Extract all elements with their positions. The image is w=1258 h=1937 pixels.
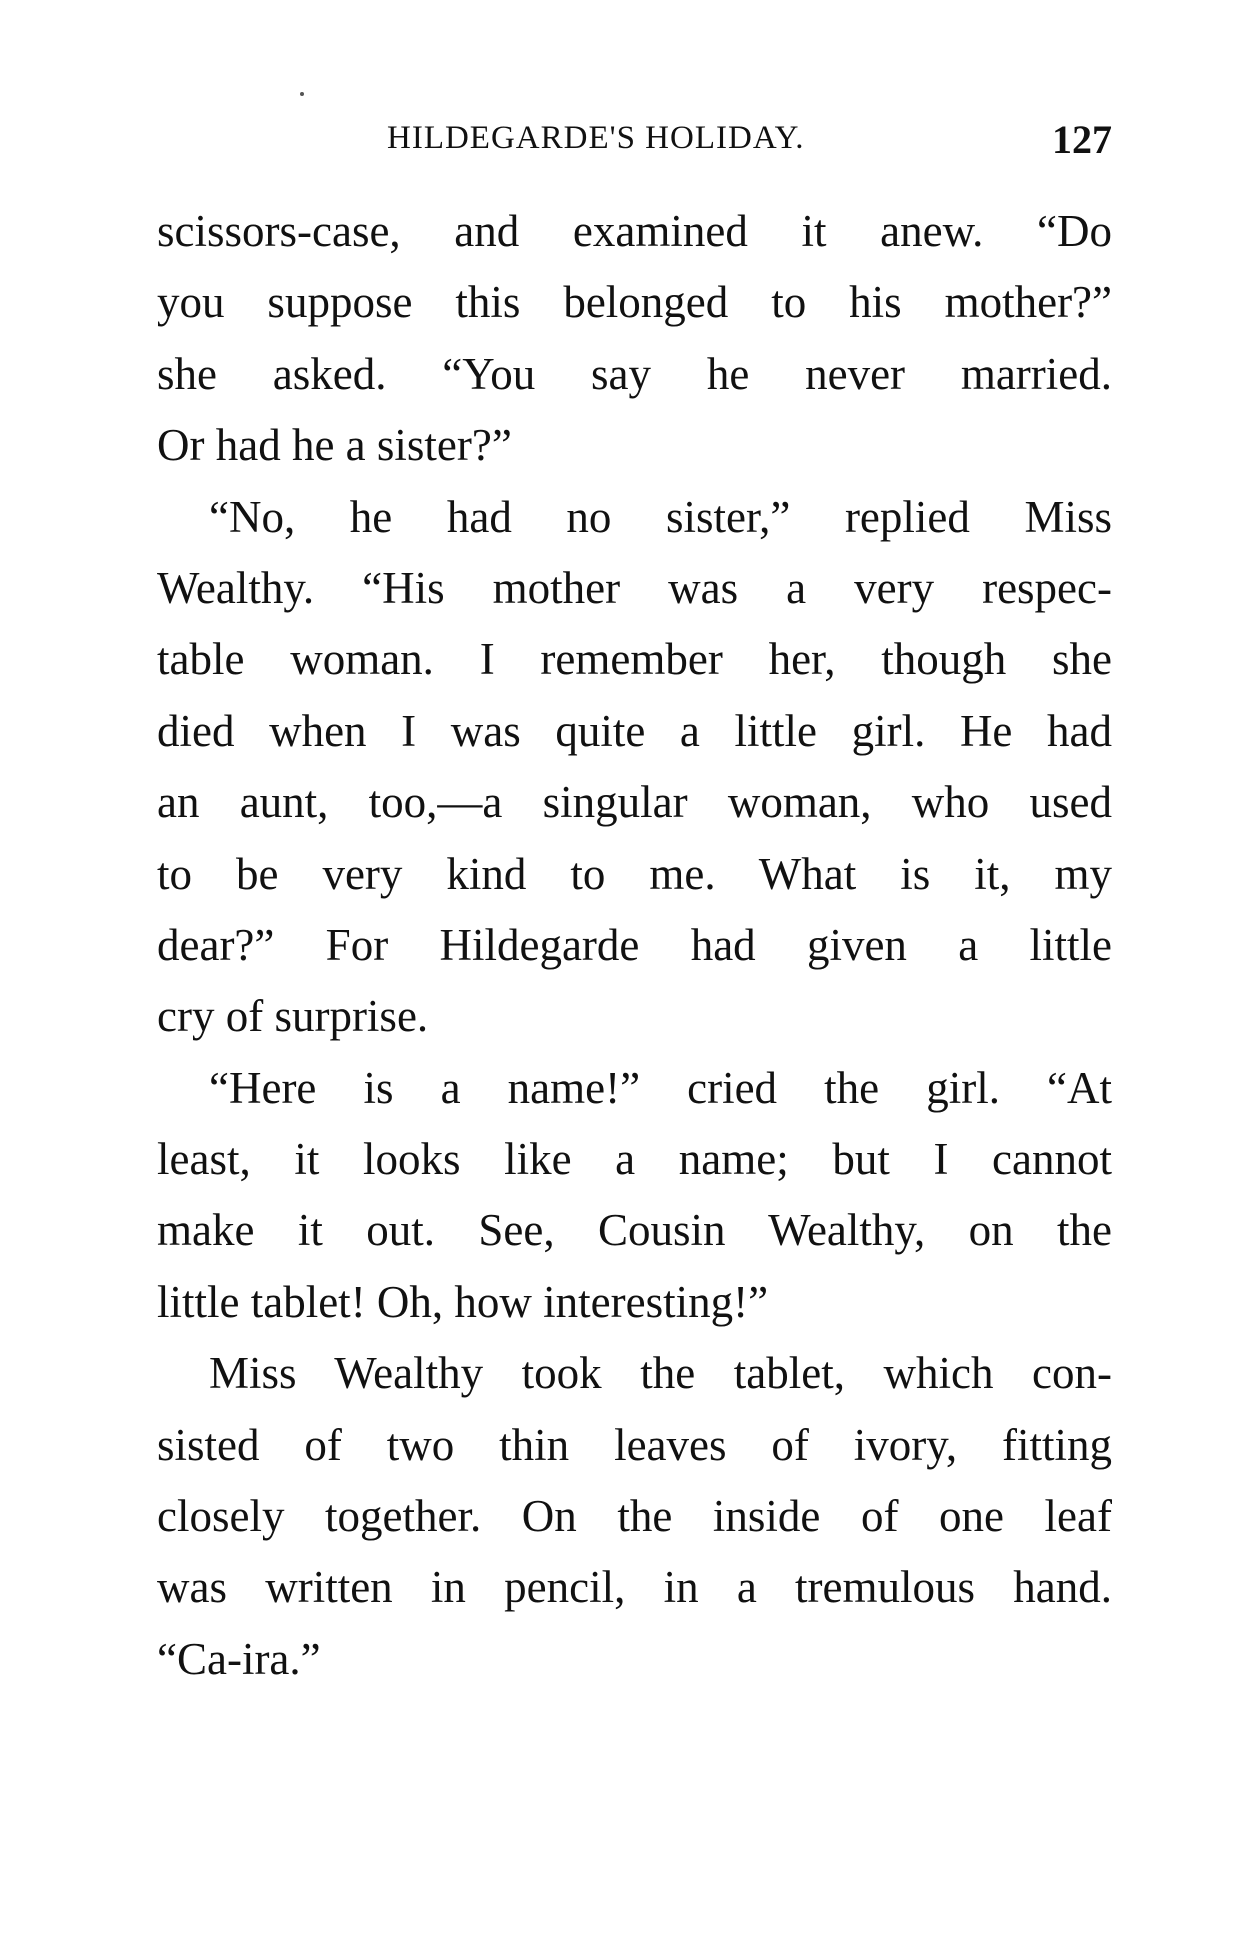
text-line: Or had he a sister?” [157,420,512,471]
text-line: make it out. See, Cousin Wealthy, on the [157,1205,1112,1256]
running-title: HILDEGARDE'S HOLIDAY. [387,120,805,156]
body-text [157,196,1112,1695]
page-number: 127 [1052,117,1112,162]
ink-speck [300,92,304,96]
text-line: to be very kind to me. What is it, my [157,848,1112,899]
text-line: scissors-case, and examined it anew. “Do [157,206,1112,256]
text-line: table woman. I remember her, though she [157,634,1112,685]
text-line: an aunt, too,—a singular woman, who used [157,777,1112,828]
text-line: little tablet! Oh, how interesting!” [157,1276,769,1327]
text-line: “Ca-ira.” [157,1633,321,1684]
text-line: cry of surprise. [157,991,429,1042]
text-line: you suppose this belonged to his mother?” [157,277,1112,328]
text-line: “No, he had no sister,” replied Miss [209,491,1112,542]
text-line: died when I was quite a little girl. He had [157,705,1112,756]
text-line: closely together. On the inside of one leaf [157,1491,1112,1542]
text-line: dear?” For Hildegarde had given a little [157,919,1112,970]
text-line: Wealthy. “His mother was a very respec- [157,562,1112,613]
text-line: sisted of two thin leaves of ivory, fitting [157,1419,1112,1470]
text-line: she asked. “You say he never married. [157,348,1112,399]
text-line: Miss Wealthy took the tablet, which con- [209,1348,1112,1399]
page-header [157,117,1112,170]
text-line: was written in pencil, in a tremulous hand. [157,1562,1112,1613]
text-line: least, it looks like a name; but I cannot [157,1134,1112,1185]
text-line: “Here is a name!” cried the girl. “At [209,1062,1112,1113]
